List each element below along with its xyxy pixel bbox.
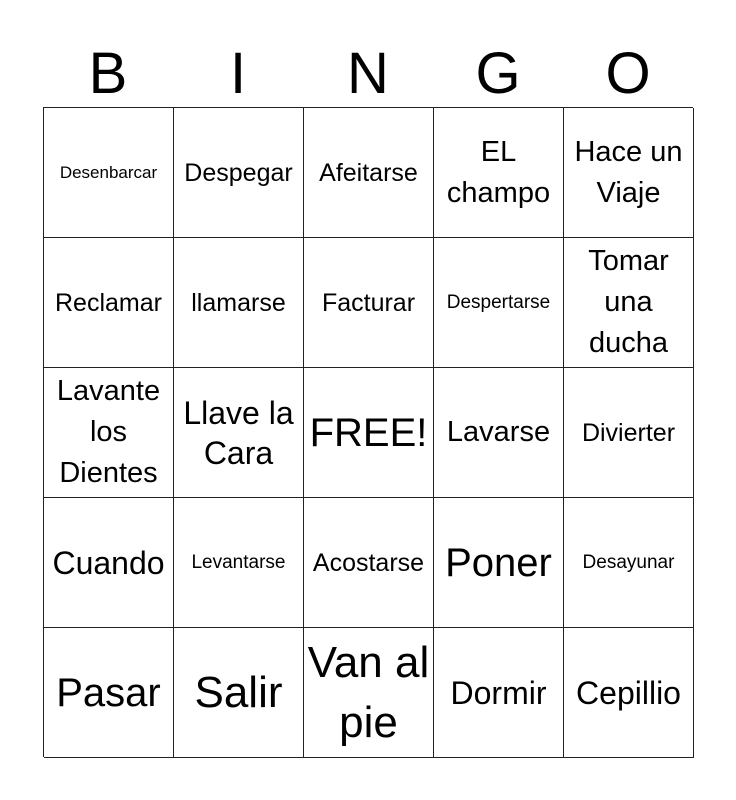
bingo-cell[interactable] [174,368,304,498]
header-letter-i: I [229,41,247,106]
free-space-cell[interactable] [304,368,434,498]
bingo-cell[interactable] [434,628,564,758]
bingo-cell-label: Cepillio [576,674,681,711]
bingo-cell[interactable] [174,498,304,628]
bingo-cell[interactable] [44,108,174,238]
bingo-cell[interactable] [44,368,174,498]
bingo-cell-label: Reclamar [55,288,162,317]
bingo-card-grid [43,107,693,757]
bingo-cell-label: Dormir [450,674,547,711]
bingo-cell-label: Poner [445,540,552,585]
header-letter-n: N [347,41,389,106]
bingo-cell[interactable] [174,628,304,758]
bingo-cell[interactable] [564,238,694,368]
bingo-cell[interactable] [44,498,174,628]
bingo-cell-label: Hace un Viaje [574,135,683,209]
bingo-cell[interactable] [44,238,174,368]
bingo-cell-label: Lavante los Dientes [56,375,161,489]
bingo-cell-label: Acostarse [312,548,425,577]
bingo-cell-label: Facturar [321,288,416,317]
bingo-cell[interactable] [304,498,434,628]
bingo-cell-label: Despertarse [446,291,551,313]
bingo-cell[interactable] [564,628,694,758]
bingo-cell-label: Lavarse [446,416,551,448]
header-letter-g: G [475,41,521,106]
bingo-cell[interactable] [304,238,434,368]
bingo-cell[interactable] [434,498,564,628]
bingo-cell[interactable] [564,498,694,628]
header-letter-o: O [605,41,651,106]
bingo-cell[interactable] [174,238,304,368]
bingo-cell-label: Desenbarcar [59,162,158,182]
bingo-cell[interactable] [174,108,304,238]
bingo-cell[interactable] [564,368,694,498]
bingo-cell-label: Salir [194,667,283,717]
bingo-cell-label: Tomar una ducha [588,245,669,359]
bingo-cell[interactable] [304,108,434,238]
bingo-cell-label: Van al pie [307,637,430,747]
bingo-cell[interactable] [564,108,694,238]
bingo-cell-label: Llave la Cara [183,394,294,471]
bingo-cell[interactable] [434,238,564,368]
bingo-cell-label: Levantarse [191,551,286,573]
bingo-cell-label: Despegar [184,158,293,187]
bingo-cell-label: Afeitarse [319,158,418,187]
bingo-cell-label: Pasar [56,670,161,715]
bingo-cell-label: Cuando [52,544,165,581]
bingo-cell-label: llamarse [191,288,286,317]
header-letter-b: B [88,41,128,106]
bingo-cell-label: EL champo [446,135,551,209]
bingo-cell-label: FREE! [309,410,428,455]
bingo-cell[interactable] [304,628,434,758]
bingo-cell[interactable] [434,368,564,498]
bingo-cell-label: Desayunar [582,551,675,573]
bingo-cell[interactable] [44,628,174,758]
bingo-cell[interactable] [434,108,564,238]
bingo-cell-label: Divierter [581,418,676,447]
bingo-header [43,40,693,108]
